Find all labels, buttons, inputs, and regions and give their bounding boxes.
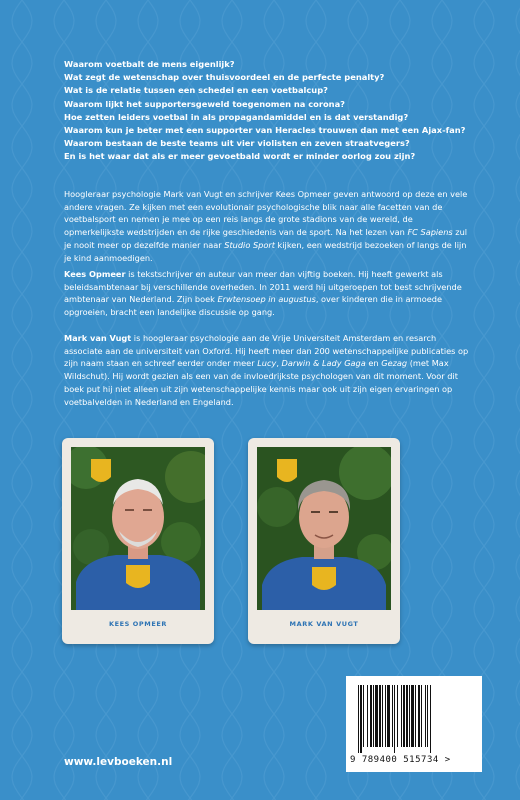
intro-text: kijken, een wedstrijd bezoeken of langs de lijn je kind aanmoedigen. (64, 239, 467, 263)
question-item: Wat is de relatie tussen een schedel en een voetbalcup? (64, 85, 328, 96)
tv-show-title: Studio Sport (224, 239, 275, 250)
author-photo (257, 447, 391, 610)
barcode-bar (363, 685, 364, 747)
bio-text: , over kinderen die in armoede opgroeien, bracht een landelijke discussie op gang. (64, 294, 443, 318)
bio-text: is tekstschrijver en auteur van meer dan vijftig boeken. Hij heeft gewerkt als beleidsambtenaar bij verschillende overheden. In 2011 werd hij uitgeroepen tot best schrijvende ambtenaar van Nederland. Zijn boek (64, 269, 462, 305)
question-item: Waarom bestaan de beste teams uit vier violisten en zeven straatvegers? (64, 138, 410, 149)
barcode-bar (401, 685, 402, 747)
barcode-bar (367, 685, 368, 747)
bio-mark-van-vugt (64, 332, 472, 408)
barcode-bar (394, 685, 395, 753)
barcode-bar (358, 685, 359, 753)
barcode-bar (370, 685, 372, 747)
author-name: Mark van Vugt (64, 333, 132, 343)
barcode-bar (375, 685, 378, 747)
book-title: Erwtensoep in augustus (217, 294, 316, 305)
barcode-bar (425, 685, 426, 747)
isbn-barcode (346, 676, 482, 772)
barcode-bar (418, 685, 420, 747)
barcode-bar (430, 685, 431, 753)
barcode-bar (427, 685, 428, 747)
barcode-bar (387, 685, 390, 747)
bio-text: , (276, 358, 282, 369)
isbn-number: 9 789400 515734 > (350, 755, 451, 765)
book-title: FC Sapiens (407, 227, 453, 238)
question-item: Hoe zetten leiders voetbal in als propagandamiddel en is dat verstandig? (64, 111, 409, 122)
barcode-bar (403, 685, 405, 747)
question-item: Waarom kun je beter met een supporter van Heracles trouwen dan met een Ajax-fan? (64, 125, 466, 136)
bio-text: en (365, 358, 382, 369)
book-title: Gezag (381, 358, 408, 369)
bio-kees-opmeer (64, 268, 472, 319)
bio-text: is hoogleraar psychologie aan de Vrije Universiteit Amsterdam en resarch associate aan de universiteit van Oxford. Hij heeft meer dan 200 wetenschappelijke publicaties op zijn naam staan en schreef eerder onder meer (64, 333, 469, 369)
intro-paragraph (64, 188, 472, 264)
barcode-bar (382, 685, 383, 747)
barcode-bar (397, 685, 398, 747)
barcode-bar (373, 685, 374, 747)
fc-sapiens-badge (91, 459, 111, 482)
author-photo-card-kees (62, 438, 214, 644)
author-caption: KEES OPMEER (108, 620, 168, 628)
barcode-lines (356, 685, 472, 753)
book-title: Lucy (257, 358, 277, 369)
author-name: Kees Opmeer (64, 269, 126, 279)
author-photo (71, 447, 205, 610)
barcode-bar (360, 685, 362, 753)
barcode-bar (415, 685, 416, 747)
author-caption: MARK VAN VUGT (289, 620, 359, 628)
book-title: Darwin & Lady Gaga (281, 358, 366, 369)
question-item: Wat zegt de wetenschap over thuisvoordeel en de perfecte penalty? (64, 72, 385, 83)
fc-sapiens-badge (277, 459, 297, 482)
bio-text: (met Max Wildschut). Hij wordt gezien als een van de invloedrijkste psychologen van dit moment. Voor dit boek put hij niet alleen uit zijn wetenschappelijke kennis maar ook uit zijn eigen ervaringen op voetbalvelden in Nederland en Engeland. (64, 358, 458, 407)
intro-text: zul je nooit meer op dezelfde manier naar (64, 227, 468, 250)
barcode-bar (406, 685, 408, 747)
publisher-website[interactable]: www.levboeken.nl (64, 756, 173, 768)
author-photo-card-mark (248, 438, 400, 644)
question-item: Waarom lijkt het supportersgeweld toegenomen na corona? (64, 98, 345, 109)
barcode-bar (379, 685, 381, 747)
intro-text: Hoogleraar psychologie Mark van Vugt en schrijver Kees Opmeer geven antwoord op deze en vele andere vragen. Ze kijken met een evolutionair psychologische blik naar alle facetten van de voetbalsport en nemen je mee op een reis langs de grote stadions van de wereld, de opmerkelijkste wedstrijden en de rijke geschiedenis van de sport. Na het lezen van (64, 189, 468, 238)
barcode-bar (409, 685, 410, 747)
barcode-bar (385, 685, 386, 747)
barcode-bar (421, 685, 422, 747)
barcode-bar (392, 685, 393, 747)
barcode-bar (411, 685, 414, 747)
question-item: Waarom voetbalt de mens eigenlijk? (64, 59, 235, 69)
question-item: En is het waar dat als er meer gevoetbald wordt er minder oorlog zou zijn? (64, 151, 416, 162)
question-list (64, 58, 484, 164)
